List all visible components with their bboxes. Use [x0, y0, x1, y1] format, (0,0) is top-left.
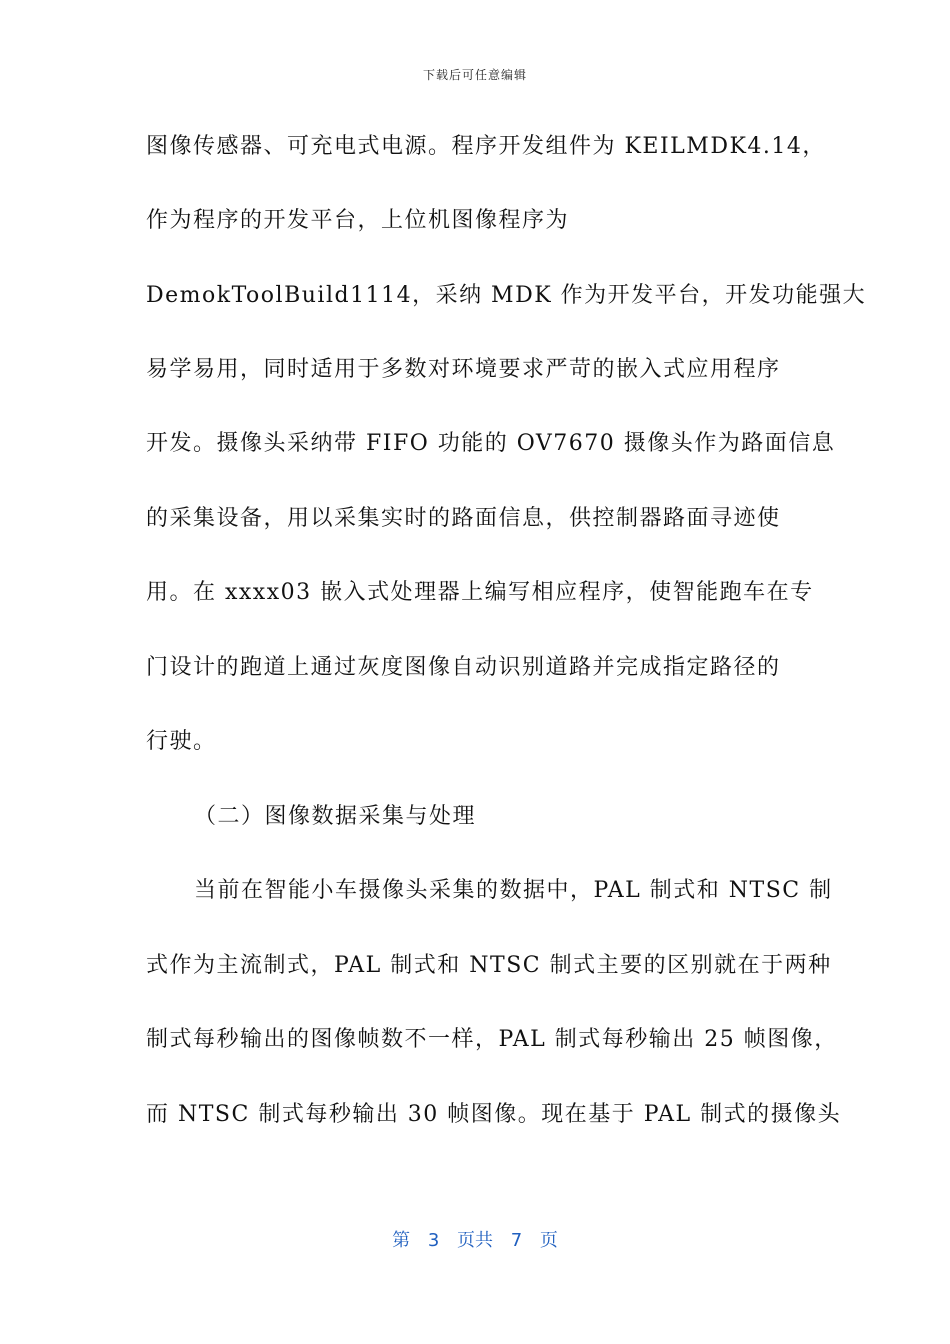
body-line: 式作为主流制式，PAL 制式和 NTSC 制式主要的区别就在于两种: [146, 953, 832, 978]
body-line: DemokToolBuild1114，采纳 MDK 作为开发平台，开发功能强大: [146, 283, 867, 308]
body-line: 而 NTSC 制式每秒输出 30 帧图像。现在基于 PAL 制式的摄像头: [146, 1102, 842, 1127]
page-footer: [0, 1226, 950, 1252]
page-label-prefix: 第: [392, 1230, 411, 1251]
total-pages: 7: [510, 1230, 523, 1251]
body-line: 门设计的跑道上通过灰度图像自动识别道路并完成指定路径的: [146, 655, 781, 680]
body-line: 的采集设备，用以采集实时的路面信息，供控制器路面寻迹使: [146, 506, 781, 531]
body-line: 行驶。: [146, 729, 217, 754]
body-line: 作为程序的开发平台，上位机图像程序为: [146, 208, 570, 233]
page-label-mid: 页共: [457, 1230, 493, 1251]
page-label-suffix: 页: [539, 1230, 558, 1251]
header-note: 下载后可任意编辑: [422, 68, 527, 82]
body-line: 开发。摄像头采纳带 FIFO 功能的 OV7670 摄像头作为路面信息: [146, 431, 836, 456]
body-line: 制式每秒输出的图像帧数不一样，PAL 制式每秒输出 25 帧图像，: [146, 1027, 838, 1052]
body-line: 用。在 xxxx03 嵌入式处理器上编写相应程序，使智能跑车在专: [146, 580, 814, 605]
body-line: 图像传感器、可充电式电源。程序开发组件为 KEILMDK4.14，: [146, 134, 826, 159]
body-line: 易学易用，同时适用于多数对环境要求严苛的嵌入式应用程序: [146, 357, 781, 382]
page-number: 3: [427, 1230, 440, 1251]
section-heading: （二）图像数据采集与处理: [194, 804, 477, 829]
body-line: 当前在智能小车摄像头采集的数据中，PAL 制式和 NTSC 制: [194, 878, 833, 903]
